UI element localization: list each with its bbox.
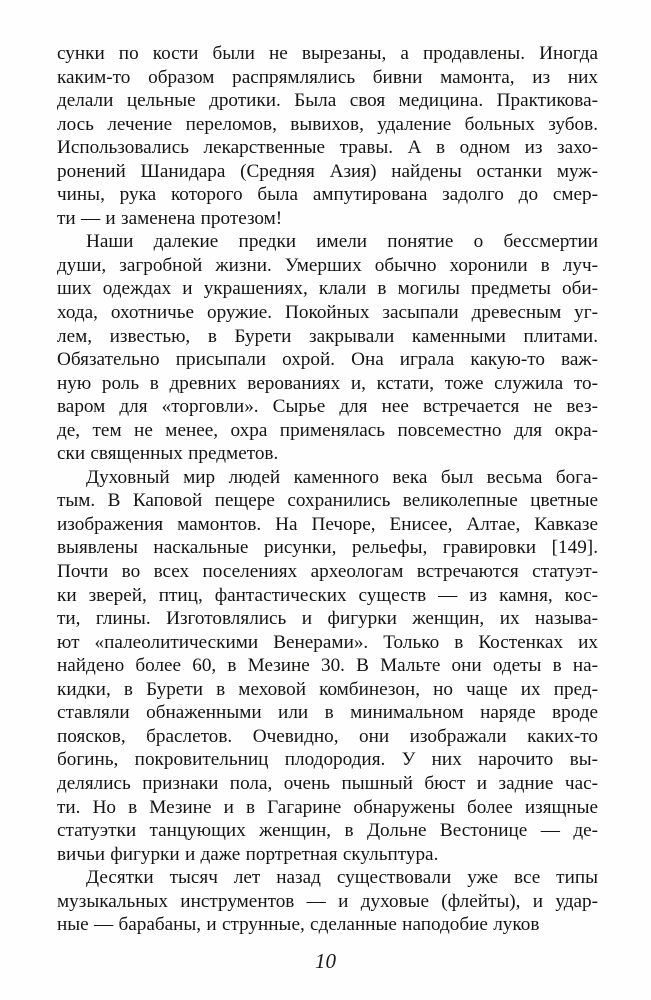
text-line: ют «палеолитическими Венерами». Только в Костенках их — [57, 631, 598, 653]
text-line: лем, известью, в Бурети закрывали каменными плитами. — [57, 325, 598, 347]
text-line: хода, охотничье оружие. Покойных засыпали древесным уг- — [57, 302, 598, 324]
text-line: чины, рука которого была ампутирована задолго до смер- — [57, 184, 598, 206]
text-line: ставляли обнаженными или в минимальном наряде вроде — [57, 702, 598, 724]
text-line: музыкальных инструментов — и духовые (флейты), и удар- — [57, 890, 598, 912]
text-line: найдено более 60, в Мезине 30. В Мальте они одеты в на- — [57, 655, 598, 677]
text-line: де, тем не менее, охра применялась повсеместно для окра- — [57, 419, 598, 441]
text-line: ные — барабаны, и струнные, сделанные наподобие луков — [57, 914, 540, 936]
text-line: Использовались лекарственные травы. А в одном из захо- — [57, 137, 598, 159]
text-line: сунки по кости были не вырезаны, а продавлены. Иногда — [57, 43, 598, 64]
text-line: ки зверей, птиц, фантастических существ — из камня, кос- — [57, 584, 598, 606]
text-line: ронений Шанидара (Средняя Азия) найдены останки муж- — [57, 160, 598, 182]
text-line: ти — и заменена протезом! — [57, 207, 283, 229]
text-line: ти, глины. Изготовлялись и фигурки женщин, их называ- — [57, 608, 598, 630]
text-line: каким-то образом распрямлялись бивни мамонта, из них — [57, 66, 598, 88]
text-line: ти. Но в Мезине и в Гагарине обнаружены более изящные — [57, 796, 598, 818]
text-line: вичьи фигурки и даже портретная скульптура. — [57, 843, 439, 865]
text-line: богинь, покровительниц плодородия. У них нарочито вы- — [57, 749, 598, 771]
text-line: ную роль в древних верованиях и, кстати, тоже служила то- — [57, 372, 598, 394]
paragraph — [57, 230, 598, 465]
text-line: ски священных предметов. — [57, 443, 279, 465]
text-line: тым. В Каповой пещере сохранились великолепные цветные — [57, 490, 598, 512]
text-line: варом для «торговли». Сырье для нее встречается не вез- — [57, 396, 598, 418]
text-line: статуэтки танцующих женщин, в Дольне Вестонице — де- — [57, 820, 598, 842]
text-line: делали цельные дротики. Была своя медицина. Практикова- — [57, 90, 598, 112]
text-line: Почти во всех поселениях археологам встречаются статуэт- — [57, 561, 598, 583]
text-line: Десятки тысяч лет назад существовали уже все типы — [86, 867, 598, 889]
text-block — [57, 42, 598, 937]
page-number: 10 — [315, 949, 336, 973]
text-line: Наши далекие предки имели понятие о бессмертии — [86, 231, 598, 253]
text-line: делялись признаки пола, очень пышный бюст и задние час- — [57, 772, 598, 794]
text-line: лось лечение переломов, вывихов, удаление больных зубов. — [57, 113, 598, 135]
paragraph — [57, 42, 598, 230]
text-line: ших одеждах и украшениях, клали в могилы предметы оби- — [57, 278, 598, 300]
text-line: кидки, в Бурети в меховой комбинезон, но чаще их пред- — [57, 678, 598, 700]
text-line: выявлены наскальные рисунки, рельефы, гравировки [149]. — [57, 537, 598, 559]
text-line: Духовный мир людей каменного века был весьма бога- — [86, 466, 598, 488]
paragraph — [57, 466, 598, 866]
text-line: Обязательно присыпали охрой. Она играла какую-то важ- — [57, 349, 598, 371]
text-line: души, загробной жизни. Умерших обычно хоронили в луч- — [57, 254, 598, 276]
text-line: поясков, браслетов. Очевидно, они изображали каких-то — [57, 725, 598, 747]
paragraph — [57, 866, 598, 937]
text-line: изображения мамонтов. На Печоре, Енисее, Алтае, Кавказе — [57, 513, 598, 535]
